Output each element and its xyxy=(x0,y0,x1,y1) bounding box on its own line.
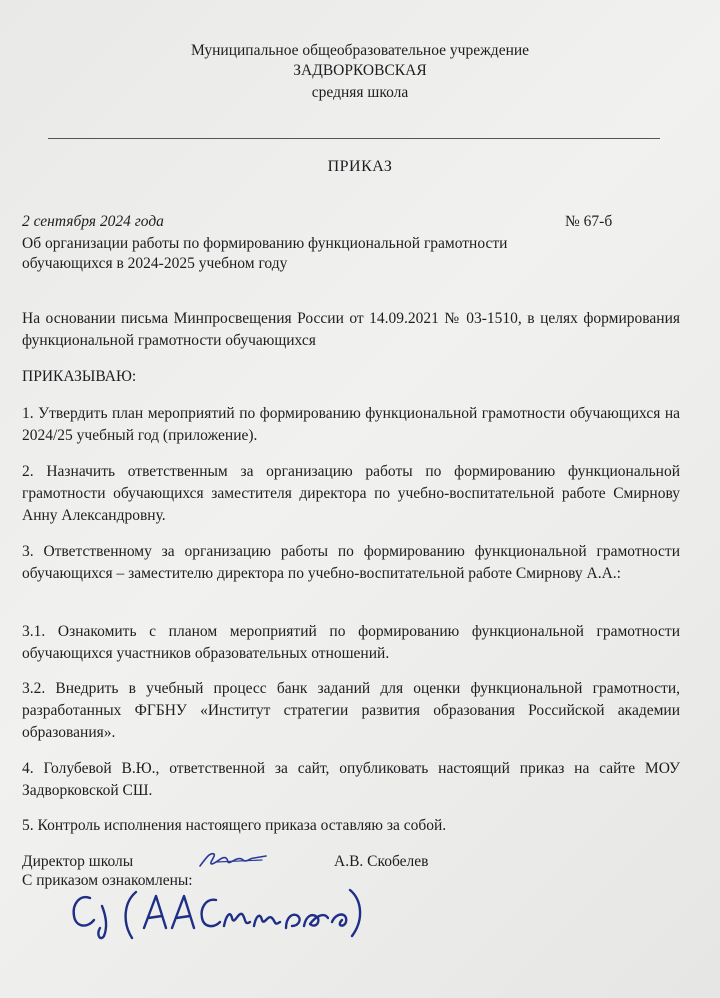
order-title: ПРИКАЗ xyxy=(327,158,393,175)
order-number: № 67-б xyxy=(565,213,613,230)
order-item-5: 5. Контроль исполнения настоящего приказа оставляю за собой. xyxy=(22,817,447,834)
preamble: На основании письма Минпросвещения России от 14.09.2021 № 03-1510, в целях формирования функциональной грамотности обучающихся xyxy=(22,310,680,349)
order-date: 2 сентября 2024 года xyxy=(22,213,164,230)
acknowledgement-signature xyxy=(66,882,366,944)
orders-label: ПРИКАЗЫВАЮ: xyxy=(22,368,137,385)
order-item-2: 2. Назначить ответственным за организацию работы по формированию функциональной грамотности обучающихся заместителя директора по учебно-воспитательной работе Смирнову Анну Александровну. xyxy=(22,463,680,524)
order-item-3-1: 3.1. Ознакомить с планом мероприятий по формированию функциональной грамотности обучающихся участников образовательных отношений. xyxy=(22,623,680,662)
order-item-1: 1. Утвердить план мероприятий по формированию функциональной грамотности обучающихся на 2024/25 учебный год (приложение). xyxy=(22,405,680,444)
school-name: ЗАДВОРКОВСКАЯ xyxy=(293,62,427,79)
acknowledged-label: С приказом ознакомлены: xyxy=(22,872,193,889)
order-item-3: 3. Ответственному за организацию работы по формированию функциональной грамотности обучающихся – заместителю директора по учебно-воспитательной работе Смирнову А.А.: xyxy=(22,543,680,582)
order-item-3-2: 3.2. Внедрить в учебный процесс банк заданий для оценки функциональной грамотности, разработанных ФГБНУ «Институт стратегии развития образования Российской академии образования». xyxy=(22,680,680,741)
director-signature xyxy=(196,848,270,870)
school-type: средняя школа xyxy=(311,84,409,101)
header-divider xyxy=(48,138,660,139)
signature-role: Директор школы xyxy=(22,853,134,870)
institution-line: Муниципальное общеобразовательное учреждение xyxy=(190,42,530,59)
order-subject: Об организации работы по формированию функциональной грамотности обучающихся в 2024-2025 учебном году xyxy=(22,235,508,272)
order-item-4: 4. Голубевой В.Ю., ответственной за сайт, опубликовать настоящий приказ на сайте МОУ Задворковской СШ. xyxy=(22,760,680,799)
signature-name: А.В. Скобелев xyxy=(334,853,429,870)
